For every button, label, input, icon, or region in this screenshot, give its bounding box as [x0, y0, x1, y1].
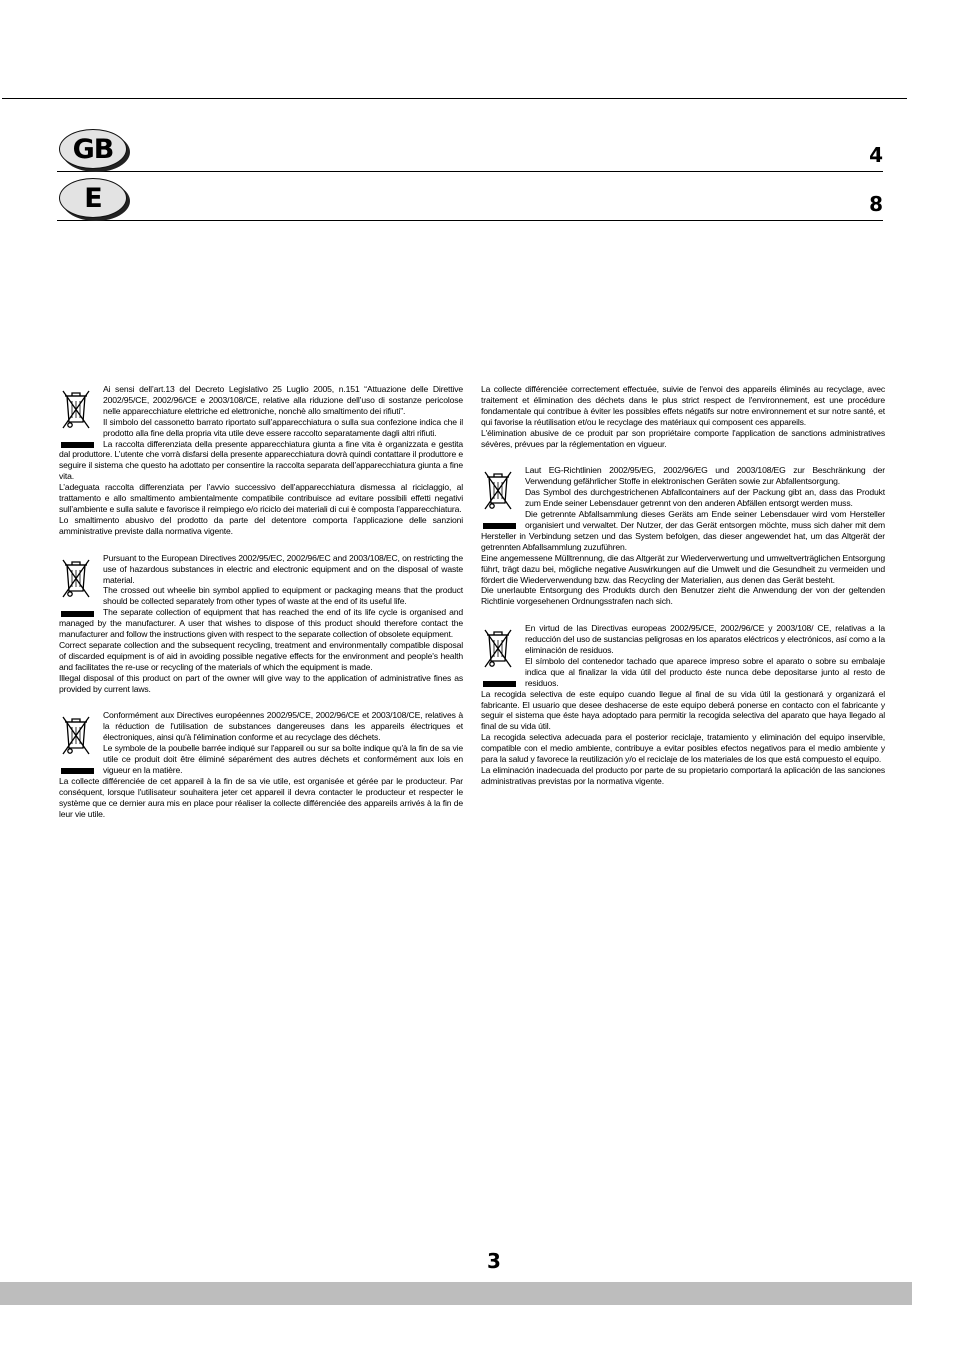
top-rule: [2, 98, 907, 99]
page-number: 3: [487, 1249, 501, 1273]
crossed-wheelie-bin-icon: [59, 712, 93, 774]
notice-es-paragraph: La eliminación inadecuada del producto por parte de su propietario comportará la aplicación de las sanciones administrativas previstas por la normativa vigente.: [481, 765, 885, 786]
notice-es-paragraph: La recogida selectiva de este equipo cuando llegue al final de su vida útil la gestionará y organizará el fabricante. El usuario que desee deshacerse de este equipo deberá ponerse en contacto con el fabricante y seguir el sistema que éste haya adoptado para permitir la recogida selectiva del aparato que haya llegado al final de su vida útil.: [481, 688, 885, 732]
crossed-wheelie-bin-icon: [59, 386, 93, 448]
notice-it: [59, 384, 463, 537]
notice-fr-paragraph: La collecte différenciée correctement effectuée, suivie de l'envoi des appareils éliminés au recyclage, avec traitement et élimination des déchets dans le plus strict respect de l'environnement, est une procédure fondamentale qui contribue à éviter les possibles effets négatifs sur notre environnement et sur notre santé, et qui favorise la réutilisation et/ou le recyclage des matériaux qui composent ces appareils.: [481, 384, 885, 427]
notice-en-paragraph: Correct separate collection and the subsequent recycling, treatment and environmentally compatible disposal of discarded equipment is of aid in avoiding possible negative effects for the environment and people's health and facilitates the re-use or recycling of the materials of which the equipment is made.: [59, 639, 463, 672]
crossed-wheelie-bin-icon: [59, 555, 93, 617]
notice-fr-continued: [481, 384, 885, 449]
notice-de: [481, 465, 885, 607]
language-row-e[interactable]: [57, 176, 883, 221]
page-ref-gb: 4: [869, 143, 883, 167]
crossed-wheelie-bin-icon: [481, 467, 515, 529]
notice-en-paragraph: Illegal disposal of this product on part of the owner will give way to the application of administrative fines as provided by current laws.: [59, 672, 463, 694]
right-column: [481, 384, 885, 803]
notice-fr-paragraph: L'élimination abusive de ce produit par son propriétaire comporte l'application de sanctions administratives sévères, prévues par la réglementation en vigueur.: [481, 427, 885, 449]
notice-it-paragraph: L’adeguata raccolta differenziata per l’avvio successivo dell’apparecchiatura dismessa al riciclaggio, al trattamento e allo smaltimento ambientalmente compatibile contribuisce ad evitare possibili effetti negativi sull’ambiente e sulla salute e favorisce il reimpiego e/o riciclo dei materiali di cui è composta l’apparecchiatura.: [59, 482, 463, 514]
notice-en-intro: Pursuant to the European Directives 2002/95/EC, 2002/96/EC and 2003/108/EC, on restricting the use of hazardous substances in electric and electronic equipment and on the disposal of waste material.: [103, 552, 463, 585]
notice-it-intro: Ai sensi dell’art.13 del Decreto Legislativo 25 Luglio 2005, n.151 “Attuazione delle Direttive 2002/95/CE, 2002/96/CE e 2003/108/CE, relative alla riduzione dell’uso di sostanze pericolose nelle apparecchiature elettriche ed elettroniche, nonchè allo smaltimento dei rifiuti”.: [103, 384, 463, 416]
notice-es-paragraph: La recogida selectiva adecuada para el posterior reciclaje, tratamiento y eliminación del equipo inservible, compatible con el medio ambiente, contribuye a evitar posibles efectos negativos para el medio ambiente y para la salud y favorece la reutilización y/o el reciclaje de los materiales de los que está compuesto el equipo.: [481, 732, 885, 765]
notice-de-paragraph: Die unerlaubte Entsorgung des Produkts durch den Benutzer zieht die Anwendung der von der geltenden Richtlinie vorgesehenen Ordnungsstrafen nach sich.: [481, 585, 885, 607]
notice-en-paragraph: The separate collection of equipment that has reached the end of its life cycle is organised and managed by the manufacturer. A user that wishes to dispose of this product should therefore contact the manufacturer and follow the instructions given with respect to the separate collection of obsolete equipment.: [59, 607, 463, 640]
notice-fr-paragraph: Le symbole de la poubelle barrée indiqué sur l'appareil ou sur sa boîte indique qu'à la fin de sa vie utile ce produit doit être éliminé séparément des autres déchets et conformément aux lois en vigueur en la matière.: [103, 743, 463, 775]
notice-it-paragraph: Lo smaltimento abusivo del prodotto da parte del detentore comporta l’applicazione delle sanzioni amministrative previste dalla normativa vigente.: [59, 514, 463, 536]
notice-de-paragraph: Das Symbol des durchgestrichenen Abfallcontainers auf der Packung gibt an, dass das Produkt zum Ende seiner Lebensdauer getrennt von den anderen Abfällen entsorgt werden muss.: [525, 487, 885, 509]
notice-es-intro: En virtud de las Directivas europeas 2002/95/CE, 2002/96/CE y 2003/108/ CE, relativas a la reducción del uso de sustancias peligrosas en los aparatos eléctricos y electrónicos, así como a la eliminación de residuos.: [525, 623, 885, 656]
language-badge-gb[interactable]: GB: [59, 129, 127, 169]
notice-en: [59, 553, 463, 695]
notice-de-intro: Laut EG-Richtlinien 2002/95/EG, 2002/96/EG und 2003/108/EG zur Beschränkung der Verwendung gefährlicher Stoffe in elektronischen Geräten sowie zur Abfallentsorgung.: [525, 465, 885, 487]
notice-it-paragraph: La raccolta differenziata della presente apparecchiatura giunta a fine vita è organizzata e gestita dal produttore. L’utente che vorrà disfarsi della presente apparecchiatura dovrà quindi contattare il produttore e seguire il sistema che questo ha adottato per consentire la raccolta separata dell’apparecchiatura giunta a fine vita.: [59, 438, 463, 482]
notice-es: [481, 623, 885, 787]
left-column: [59, 384, 463, 836]
page-ref-e: 8: [869, 192, 883, 216]
notice-fr-paragraph: La collecte différenciée de cet appareil à la fin de sa vie utile, est organisée et gérée par le producteur. Par conséquent, lorsque l'utilisateur souhaitera jeter cet appareil il devra contacter le producteur et respecter le système que ce dernier aura mis en place pour réaliser la collecte différenciée des appareils arrivés à la fin de leur vie utile.: [59, 775, 463, 819]
notice-en-paragraph: The crossed out wheelie bin symbol applied to equipment or packaging means that the product should be collected separately from other types of waste at the end of its useful life.: [103, 585, 463, 607]
notice-es-paragraph: El símbolo del contenedor tachado que aparece impreso sobre el aparato o sobre su embalaje indica que al finalizar la vida útil del producto éste nunca debe depositarse junto al resto de residuos.: [525, 655, 885, 688]
notice-fr-intro: Conformément aux Directives européennes 2002/95/CE, 2002/96/CE et 2003/108/CE, relatives à la réduction de l'utilisation de substances dangereuses dans les appareils électriques et électroniques, ainsi qu'à l'élimination conforme et au recyclage des déchets.: [103, 710, 463, 743]
notice-de-paragraph: Die getrennte Abfallsammlung dieses Geräts am Ende seiner Lebensdauer wird vom Hersteller organisiert und verwaltet. Der Nutzer, der das Gerät entsorgen möchte, muss sich daher mit dem Hersteller in Verbindung setzen und das System befolgen, das dieser angewendet hat, um das Altgerät der getrennten Abfallsammlung zuzuführen.: [481, 509, 885, 552]
language-row-gb[interactable]: [57, 127, 883, 172]
notice-fr: [59, 710, 463, 819]
language-badge-e[interactable]: E: [59, 178, 127, 218]
crossed-wheelie-bin-icon: [481, 625, 515, 687]
footer-bar: [0, 1282, 912, 1305]
notice-it-paragraph: Il simbolo del cassonetto barrato riportato sull’apparecchiatura o sulla sua confezione indica che il prodotto alla fine della propria vita utile deve essere raccolto separatamente dagli altri rifiuti.: [103, 416, 463, 438]
notice-de-paragraph: Eine angemessene Mülltrennung, die das Altgerät zur Wiederverwertung und umweltverträglichen Entsorgung führt, trägt dazu bei, mögliche negative Auswirkungen auf die Umwelt und die Gesundheit zu vermeiden und fördert die Wiederverwendung bzw. das Recycling der Materialien, aus denen das Gerät besteht.: [481, 552, 885, 585]
